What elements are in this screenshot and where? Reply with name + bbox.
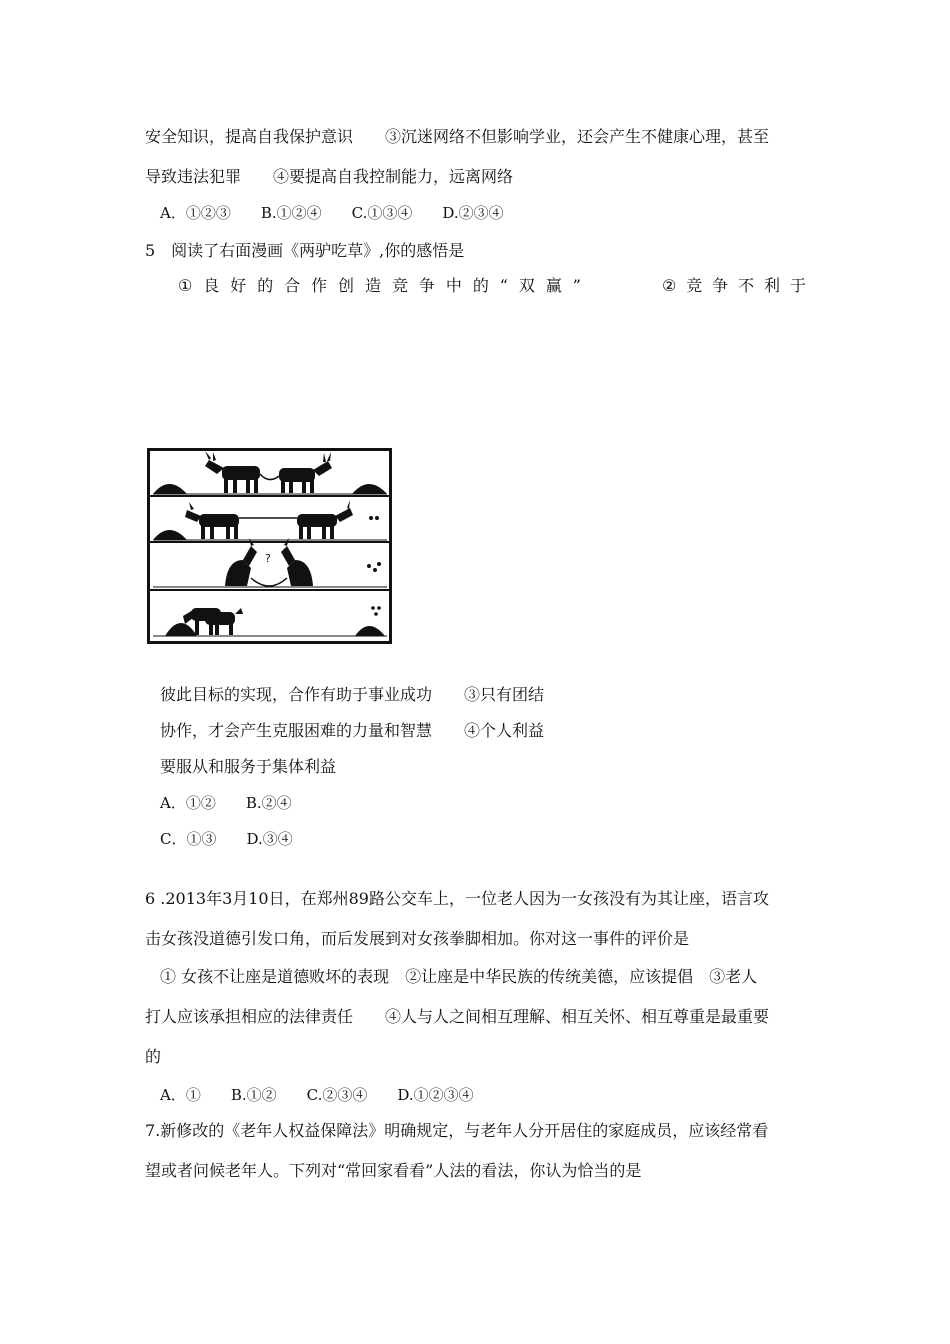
char: 不 [738, 276, 755, 295]
q5-text-cont-1: 彼此目标的实现，合作有助于事业成功 ③只有团结 [160, 685, 545, 704]
char: 作 [311, 276, 328, 295]
comic-frame [149, 450, 391, 643]
q6-text-line-2: 击女孩没道德引发口角，而后发展到对女孩拳脚相加。你对这一事件的评价是 [145, 929, 690, 948]
char: 中 [445, 276, 462, 295]
q5-text-cont-3: 要服从和服务于集体利益 [160, 757, 337, 776]
q6-options: A．① B.①② C.②③④ D.①②③④ [160, 1086, 474, 1104]
q4-text-line-2: 导致违法犯罪 ④要提高自我控制能力，远离网络 [145, 167, 514, 186]
q6-text-line-1: 6 .2013年3月10日，在郑州89路公交车上，一位老人因为一女孩没有为其让座，语言攻 [145, 889, 769, 908]
char: 争 [712, 276, 729, 295]
two-donkeys-comic [147, 448, 392, 644]
dot [377, 562, 381, 566]
q7-text-line-2: 望或者问候老年人。下列对“常回家看看”人法的看法，你认为恰当的是 [145, 1161, 642, 1180]
char: 的 [257, 276, 274, 295]
q5-item-1 [178, 275, 581, 297]
dot [367, 564, 371, 568]
char: 双 [518, 276, 535, 295]
char: 创 [338, 276, 355, 295]
char: “ [499, 276, 508, 295]
char: 利 [764, 276, 781, 295]
char: 的 [472, 276, 489, 295]
char: 合 [284, 276, 301, 295]
dot [373, 568, 377, 572]
char: 良 [203, 276, 220, 295]
char: ② [662, 276, 677, 295]
char: 于 [789, 276, 806, 295]
char: 竞 [686, 276, 703, 295]
q5-text-cont-2: 协作，才会产生克服困难的力量和智慧 ④个人利益 [160, 721, 545, 740]
q4-options: A．①②③ B.①②④ C.①③④ D.②③④ [160, 204, 504, 222]
q5-options-row-2: C．①③ D.③④ [160, 830, 293, 848]
dot [369, 516, 373, 520]
dot [371, 606, 375, 610]
char: ① [178, 276, 193, 295]
dot [374, 612, 378, 616]
char: 好 [230, 276, 247, 295]
q6-text-line-3: ① 女孩不让座是道德败坏的表现 ②让座是中华民族的传统美德，应该提倡 ③老人 [160, 967, 758, 986]
question-mark: ? [265, 552, 271, 565]
char: ” [572, 276, 581, 295]
q6-text-line-5: 的 [145, 1047, 162, 1066]
q5-item-2 [662, 275, 806, 297]
dot [377, 606, 381, 610]
q5-options-row-1: A．①② B.②④ [160, 794, 292, 812]
char: 竞 [391, 276, 408, 295]
char: 争 [418, 276, 435, 295]
dot [375, 516, 379, 520]
char: 赢 [545, 276, 562, 295]
char: 造 [365, 276, 382, 295]
q7-text-line-1: 7.新修改的《老年人权益保障法》明确规定，与老年人分开居住的家庭成员，应该经常看 [145, 1121, 769, 1140]
q4-text-line-1: 安全知识，提高自我保护意识 ③沉迷网络不但影响学业，还会产生不健康心理，甚至 [145, 127, 770, 146]
q5-stem: 5 阅读了右面漫画《两驴吃草》,你的感悟是 [145, 241, 465, 260]
q6-text-line-4: 打人应该承担相应的法律责任 ④人与人之间相互理解、相互关怀、相互尊重是最重要 [145, 1007, 770, 1026]
